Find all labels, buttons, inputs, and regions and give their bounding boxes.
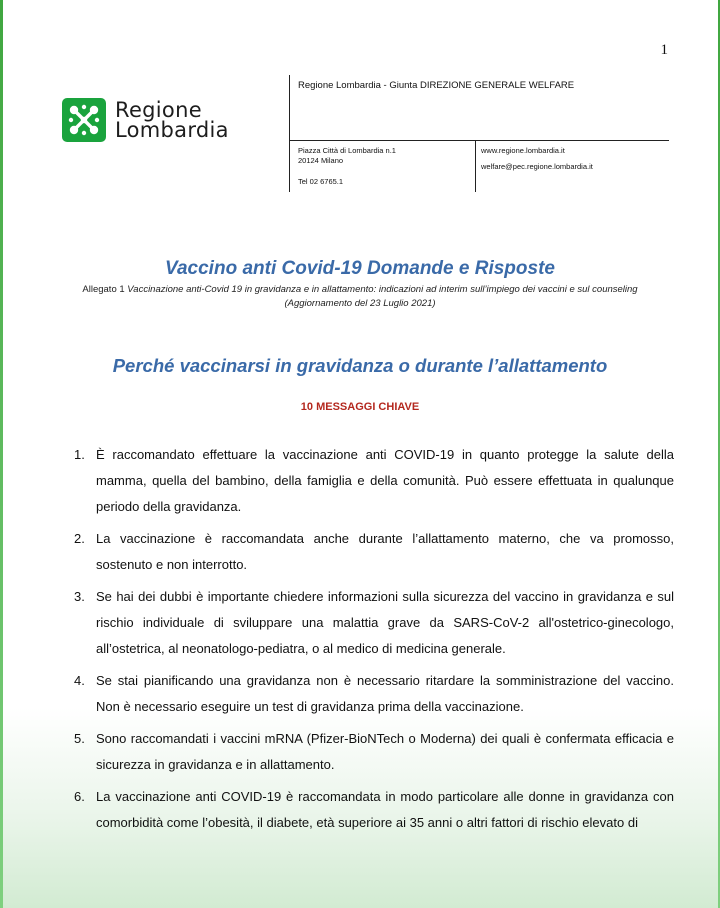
update-note: (Aggiornamento del 23 Luglio 2021) (284, 298, 436, 309)
document-title: Vaccino anti Covid-19 Domande e Risposte (165, 258, 555, 279)
rose-camuna-icon (62, 98, 106, 142)
header-address-line1: Piazza Città di Lombardia n.1 (298, 146, 396, 155)
left-edge-border (0, 0, 3, 908)
item-number: 3. (74, 589, 85, 604)
header-left-rule (289, 75, 290, 140)
list-item (74, 784, 674, 836)
item-text: Se hai dei dubbi è importante chiedere informazioni sulla sicurezza del vaccino in gravidanza e sul rischio individuale di sviluppare una malattia grave da SARS-CoV-2 all'ostetrico-ginecologo, all’ostetrica, al neonatologo-pediatra, o al medico di medicina generale. (96, 589, 674, 656)
header-title: Regione Lombardia - Giunta DIREZIONE GENERALE WELFARE (298, 80, 575, 91)
list-item (74, 526, 674, 578)
header-email: welfare@pec.regione.lombardia.it (481, 162, 593, 171)
item-number: 1. (74, 447, 85, 462)
item-number: 6. (74, 789, 85, 804)
logo-wordmark (115, 100, 229, 140)
item-number: 2. (74, 531, 85, 546)
item-text: Se stai pianificando una gravidanza non è necessario ritardare la somministrazione del vaccino. Non è necessario eseguire un test di gravidanza prima della vaccinazione. (96, 673, 674, 714)
attachment-prefix: Allegato 1 (82, 284, 125, 295)
item-number: 5. (74, 731, 85, 746)
item-text: La vaccinazione anti COVID-19 è raccomandata in modo particolare alle donne in gravidanza con comorbidità come l’obesità, il diabete, età superiore ai 35 anni o altri fattori di rischio elevato di (96, 789, 674, 830)
logo-line-lombardia: Lombardia (115, 118, 229, 142)
key-messages-list (74, 442, 674, 836)
regione-lombardia-logo (62, 98, 229, 142)
list-item (74, 668, 674, 720)
header-website: www.regione.lombardia.it (481, 146, 565, 155)
list-item (74, 584, 674, 662)
page-number: 1 (660, 42, 668, 58)
logo-line-regione: Regione (115, 98, 202, 122)
item-number: 4. (74, 673, 85, 688)
item-text: Sono raccomandati i vaccini mRNA (Pfizer-BioNTech o Moderna) dei quali è confermata efficacia e sicurezza in gravidanza e in allattamento. (96, 731, 674, 772)
list-item (74, 726, 674, 778)
header-address-line2: 20124 Milano (298, 156, 344, 165)
attachment-description: Vaccinazione anti-Covid 19 in gravidanza e in allattamento: indicazioni ad interim sull’impiego dei vaccini e sul counseling (127, 284, 638, 295)
header-left-rule-lower (289, 140, 290, 192)
header-phone: Tel 02 6765.1 (298, 177, 344, 186)
list-item (74, 442, 674, 520)
key-messages-label: 10 MESSAGGI CHIAVE (300, 401, 420, 413)
section-title: Perché vaccinarsi in gravidanza o durante l’allattamento (112, 355, 608, 376)
header-separator (289, 140, 669, 141)
item-text: La vaccinazione è raccomandata anche durante l’allattamento materno, che va promosso, sostenuto e non interrotto. (96, 531, 674, 572)
attachment-line (0, 284, 720, 295)
item-text: È raccomandato effettuare la vaccinazione anti COVID-19 in quanto protegge la salute della mamma, quella del bambino, della famiglia e della comunità. Può essere effettuata in qualunque periodo della gravidanza. (96, 447, 674, 514)
header-middle-rule (475, 140, 476, 192)
